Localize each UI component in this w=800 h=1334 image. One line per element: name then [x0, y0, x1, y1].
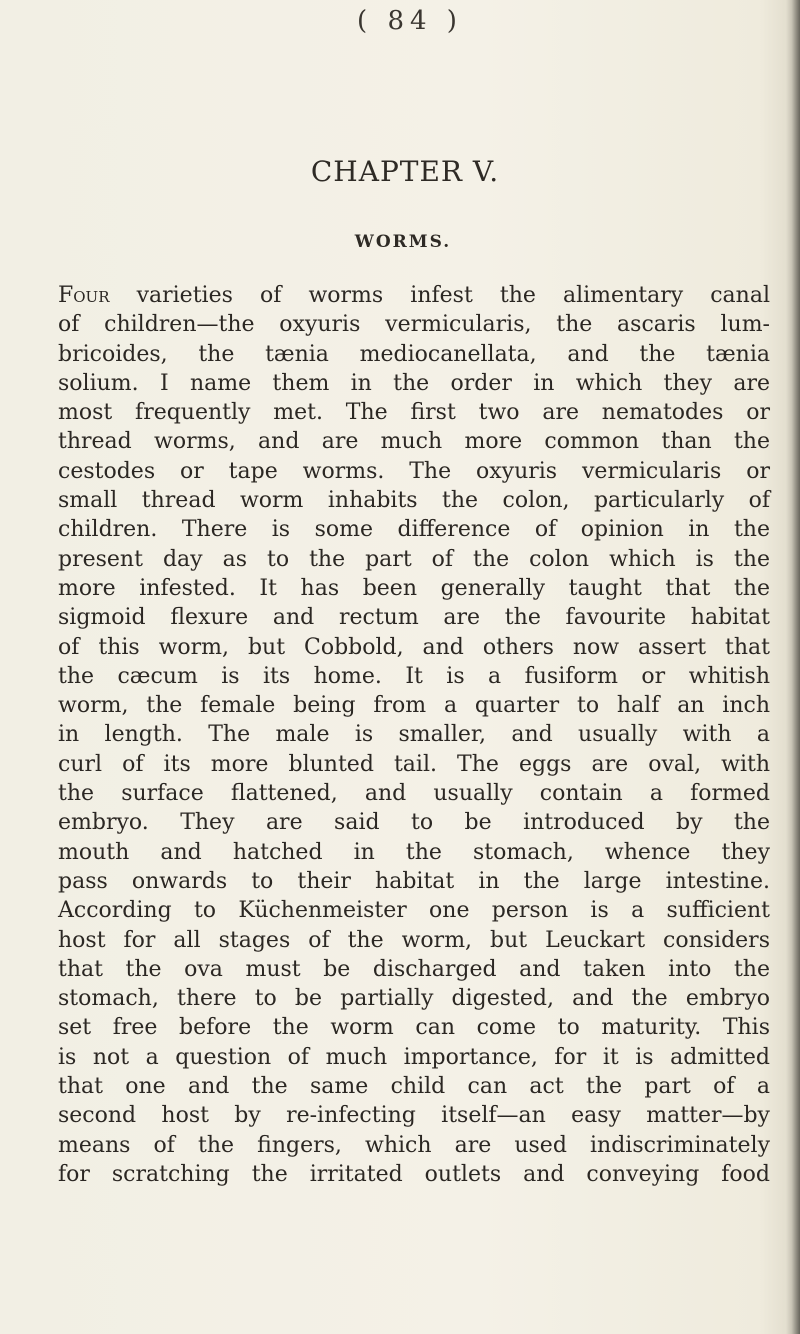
paragraph-line: worm, the female being from a quarter to half an inch — [58, 693, 770, 719]
paragraph-line: solium. I name them in the order in which they are — [58, 370, 770, 396]
paragraph-line: the cæcum is its home. It is a fusiform or whitish — [58, 663, 770, 689]
paragraph-line — [58, 281, 770, 310]
paragraph-line: second host by re-infecting itself—an easy matter—by — [58, 1103, 770, 1129]
paragraph-line: children. There is some difference of opinion in the — [58, 517, 770, 543]
paragraph-line: means of the fingers, which are used indiscriminately — [58, 1132, 770, 1158]
paragraph-line: thread worms, and are much more common than the — [58, 429, 770, 455]
paragraph-line: mouth and hatched in the stomach, whence they — [58, 839, 770, 865]
paragraph-line: most frequently met. The first two are nematodes or — [58, 400, 770, 426]
paragraph-line: for scratching the irritated outlets and conveying food — [58, 1161, 770, 1187]
paragraph-line: present day as to the part of the colon which is the — [58, 546, 770, 572]
chapter-title: CHAPTER V. — [310, 155, 500, 188]
paragraph-line: pass onwards to their habitat in the large intestine. — [58, 868, 770, 894]
paragraph-line: more infested. It has been generally taught that the — [58, 575, 770, 601]
body-paragraph — [58, 281, 770, 1189]
paragraph-line: embryo. They are said to be introduced by the — [58, 810, 770, 836]
paragraph-line: According to Küchenmeister one person is a sufficient — [58, 898, 770, 924]
page-edge-shadow — [786, 0, 800, 1334]
first-line-text: varieties of worms infest the alimentary canal — [109, 283, 770, 308]
page-number: ( 84 ) — [357, 6, 463, 36]
section-heading: WORMS. — [354, 232, 452, 252]
paragraph-line: the surface flattened, and usually contain a formed — [58, 781, 770, 807]
paragraph-line: of this worm, but Cobbold, and others now assert that — [58, 634, 770, 660]
paragraph-line: small thread worm inhabits the colon, particularly of — [58, 488, 770, 514]
paragraph-line: set free before the worm can come to maturity. This — [58, 1015, 770, 1041]
paragraph-line: sigmoid flexure and rectum are the favourite habitat — [58, 605, 770, 631]
drop-word: Four — [58, 283, 110, 308]
paragraph-line: bricoides, the tænia mediocanellata, and the tænia — [58, 341, 770, 367]
paragraph-line: that one and the same child can act the part of a — [58, 1074, 770, 1100]
paragraph-line: is not a question of much importance, for it is admitted — [58, 1044, 770, 1070]
paragraph-line: cestodes or tape worms. The oxyuris vermicularis or — [58, 458, 770, 484]
paragraph-line: that the ova must be discharged and taken into the — [58, 956, 770, 982]
paragraph-line: curl of its more blunted tail. The eggs are oval, with — [58, 751, 770, 777]
paragraph-line: stomach, there to be partially digested, and the embryo — [58, 986, 770, 1012]
paragraph-line: in length. The male is smaller, and usually with a — [58, 722, 770, 748]
paragraph-line: host for all stages of the worm, but Leuckart considers — [58, 927, 770, 953]
paragraph-line: of children—the oxyuris vermicularis, the ascaris lum- — [58, 312, 770, 338]
